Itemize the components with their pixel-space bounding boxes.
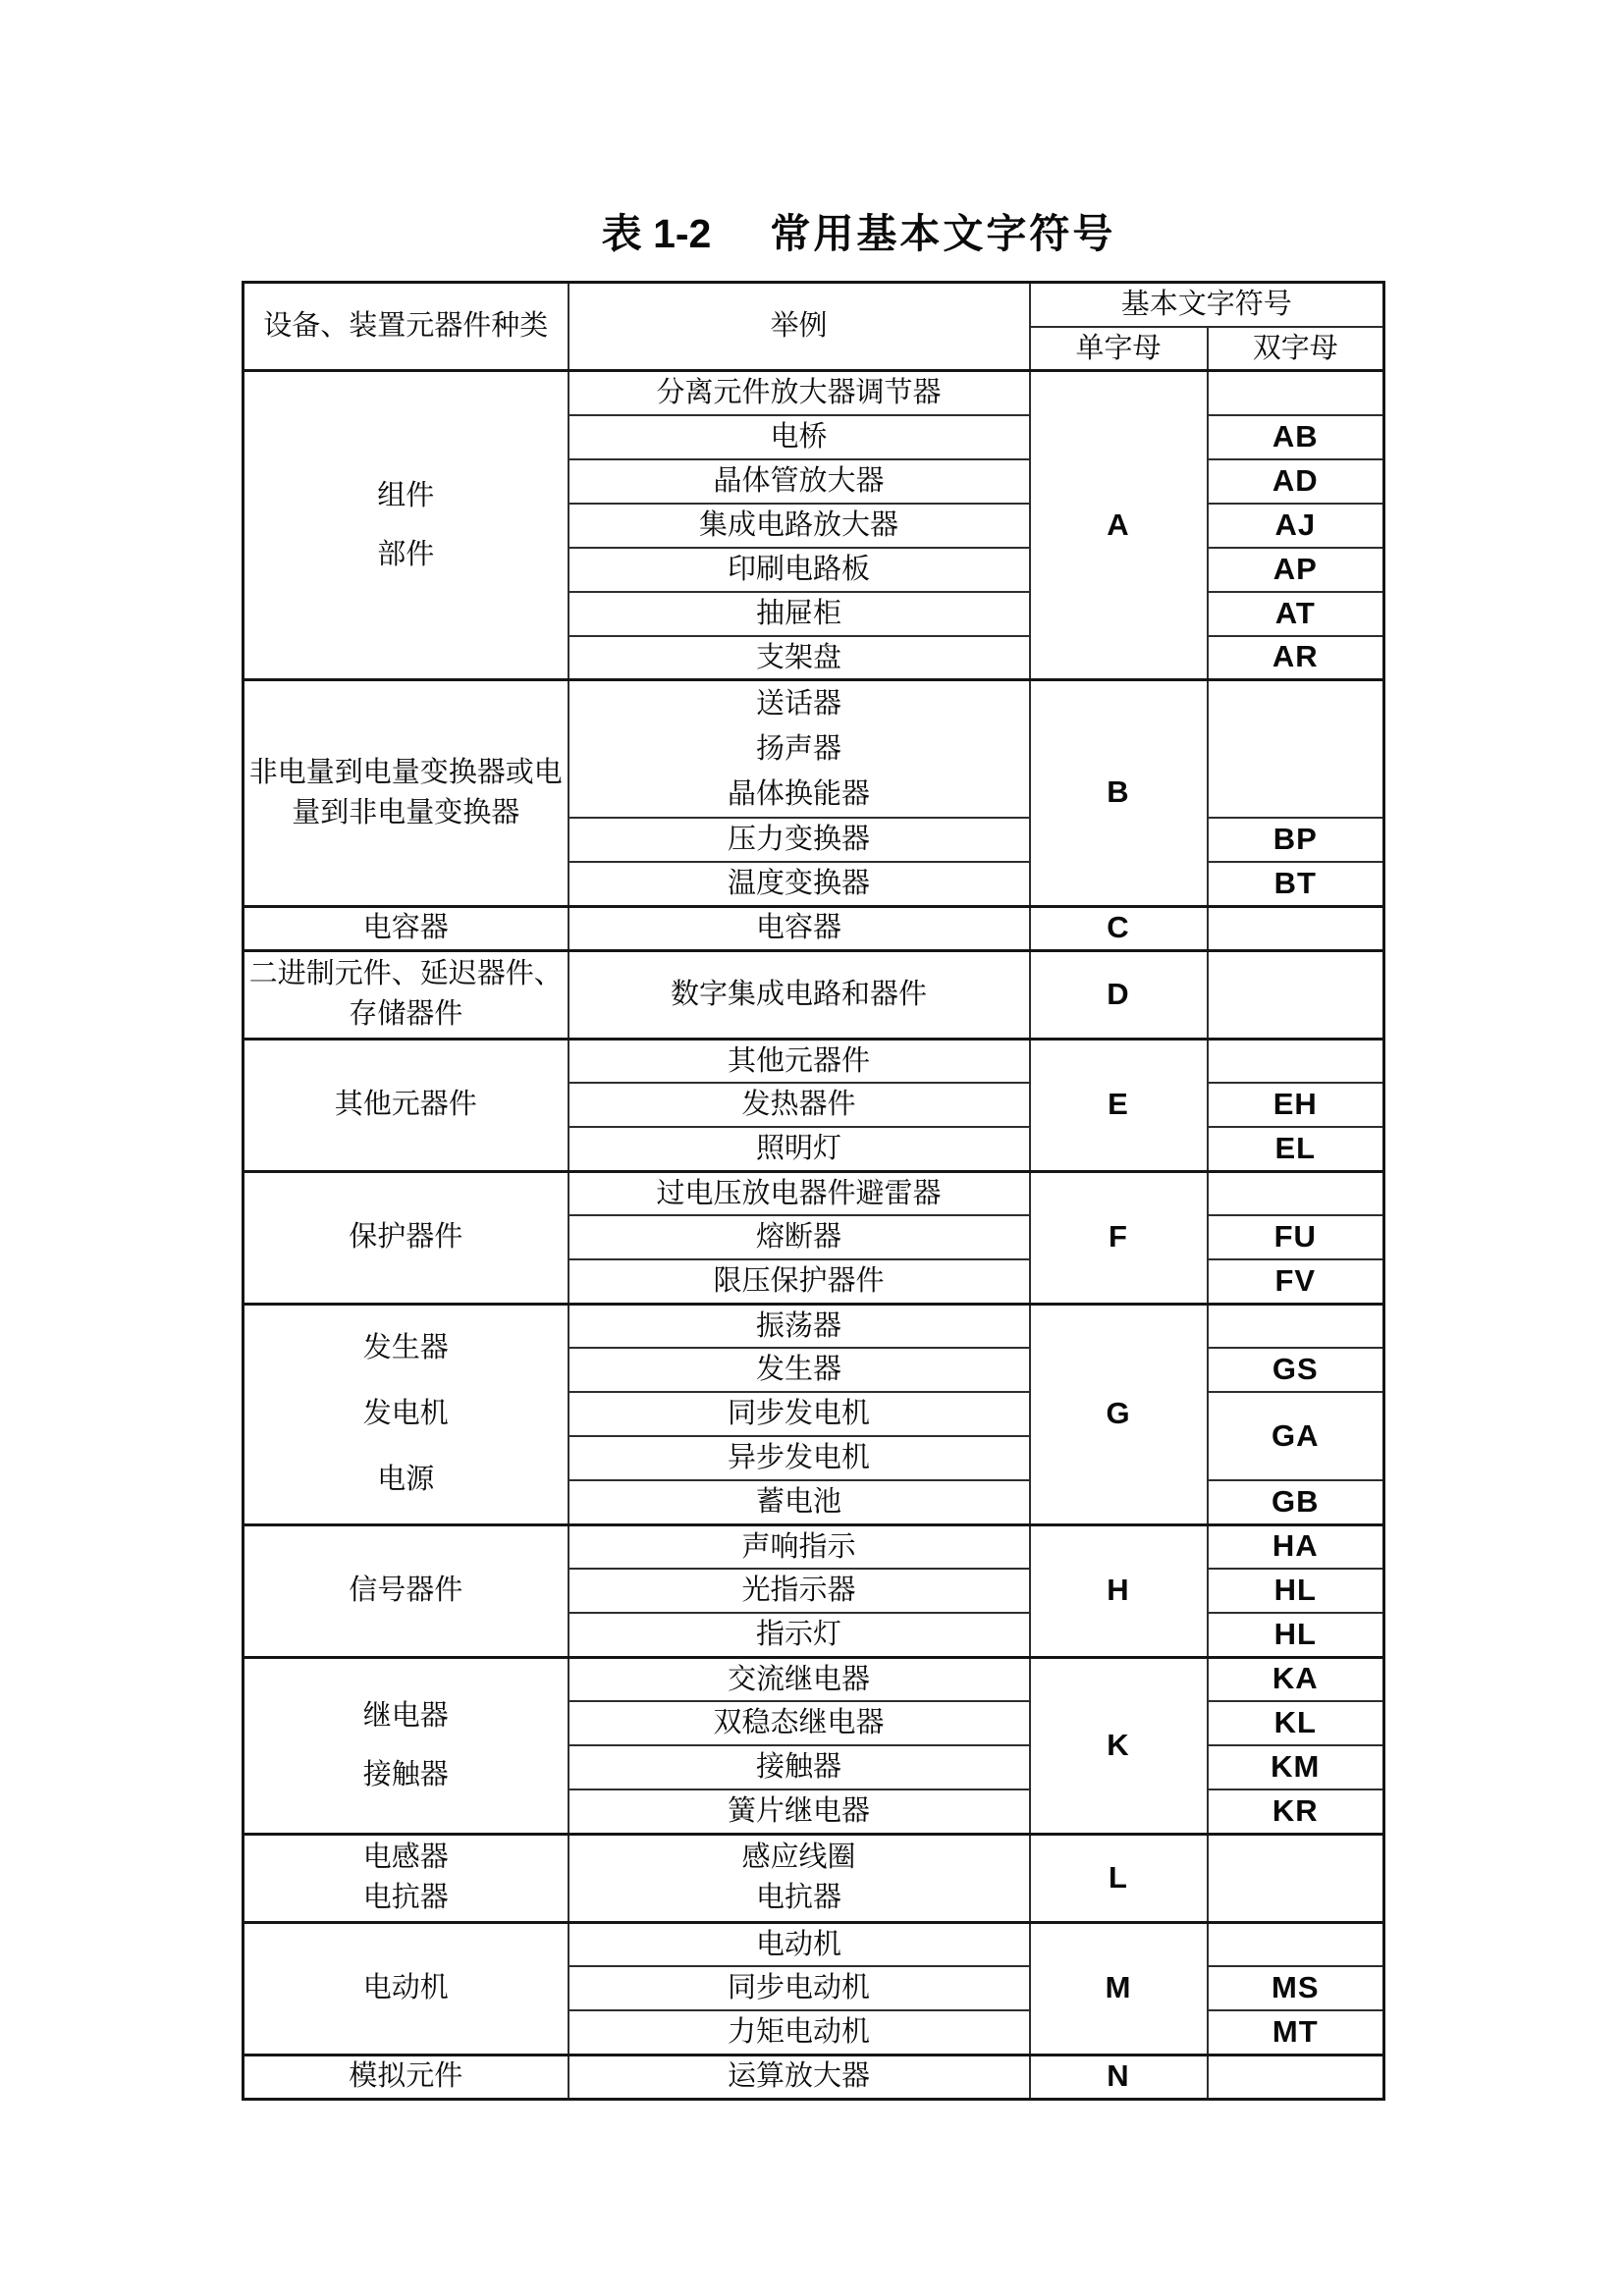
example-cell: 温度变换器 [568,862,1030,906]
example-cell: 抽屉柜 [568,592,1030,636]
table-row [244,1922,1384,1966]
example-cell: 异步发电机 [568,1436,1030,1480]
category-line: 电感器 [362,1842,449,1873]
double-letter-cell: MS [1208,1966,1384,2010]
single-letter-cell: A [1030,371,1208,680]
category-cell [244,1657,568,1834]
table-title-text: 常用基本文字符号 [770,211,1116,256]
category-cell: 保护器件 [244,1171,568,1304]
table-row [244,1304,1384,1348]
example-cell: 印刷电路板 [568,548,1030,592]
example-cell: 同步电动机 [568,1966,1030,2010]
table-row [244,2055,1384,2099]
double-letter-cell [1208,371,1384,415]
single-letter-cell: C [1030,906,1208,950]
double-letter-cell: GA [1208,1392,1384,1480]
example-cell: 数字集成电路和器件 [568,950,1030,1039]
header-symbols-cell: 基本文字符号 [1030,283,1384,327]
example-cell: 电动机 [568,1922,1030,1966]
double-letter-cell: AJ [1208,504,1384,548]
table-row [244,906,1384,950]
table-row [244,1657,1384,1701]
single-letter-cell: D [1030,950,1208,1039]
double-letter-cell [1208,680,1384,819]
double-letter-cell: KL [1208,1701,1384,1745]
category-line: 电抗器 [362,1882,449,1913]
header-row-1 [244,283,1384,327]
category-cell [244,950,568,1039]
table-row [244,371,1384,415]
double-letter-cell: AD [1208,459,1384,504]
category-cell [244,1834,568,1922]
example-line: 电抗器 [755,1882,841,1913]
double-letter-cell: EL [1208,1127,1384,1171]
double-letter-cell: BT [1208,862,1384,906]
double-letter-cell: GB [1208,1480,1384,1524]
example-line: 晶体换能器 [727,778,870,810]
symbols-table [242,281,1385,2101]
table-number: 表 1-2 [601,211,712,256]
double-letter-cell [1208,1922,1384,1966]
category-line: 部件 [377,539,435,570]
table-row [244,1524,1384,1569]
category-cell: 电容器 [244,906,568,950]
table-row [244,1039,1384,1083]
example-cell: 过电压放电器件避雷器 [568,1171,1030,1215]
double-letter-cell: BP [1208,818,1384,862]
example-cell: 电桥 [568,415,1030,459]
category-line: 电源 [377,1464,435,1495]
double-letter-cell: MT [1208,2010,1384,2055]
double-letter-cell: HA [1208,1524,1384,1569]
double-letter-cell [1208,2055,1384,2099]
double-letter-cell: AT [1208,592,1384,636]
double-letter-cell [1208,950,1384,1039]
example-cell: 支架盘 [568,636,1030,680]
category-line: 接触器 [362,1759,449,1790]
single-letter-cell: H [1030,1524,1208,1657]
single-letter-cell: M [1030,1922,1208,2055]
double-letter-cell: AP [1208,548,1384,592]
example-cell [568,1834,1030,1922]
header-double-letter-cell: 双字母 [1208,327,1384,371]
single-letter-cell: N [1030,2055,1208,2099]
category-cell: 电动机 [244,1922,568,2055]
single-letter-cell: F [1030,1171,1208,1304]
example-cell: 交流继电器 [568,1657,1030,1701]
header-single-letter-cell: 单字母 [1030,327,1208,371]
category-line: 发电机 [362,1398,449,1429]
example-cell: 集成电路放大器 [568,504,1030,548]
example-cell: 发生器 [568,1348,1030,1392]
example-cell: 力矩电动机 [568,2010,1030,2055]
example-cell: 接触器 [568,1745,1030,1789]
category-cell: 其他元器件 [244,1039,568,1171]
table-row [244,1171,1384,1215]
category-cell: 模拟元件 [244,2055,568,2099]
category-line: 发生器 [362,1332,449,1363]
double-letter-cell: AR [1208,636,1384,680]
category-line: 二进制元件、延迟器件、 [248,958,563,989]
category-cell: 信号器件 [244,1524,568,1657]
table-title [242,210,1382,257]
example-cell: 簧片继电器 [568,1789,1030,1834]
table-row [244,680,1384,819]
table-row [244,950,1384,1039]
table-row [244,1834,1384,1922]
double-letter-cell [1208,1171,1384,1215]
double-letter-cell [1208,1039,1384,1083]
double-letter-cell: FU [1208,1215,1384,1259]
double-letter-cell: HL [1208,1569,1384,1613]
category-cell [244,1304,568,1524]
single-letter-cell: G [1030,1304,1208,1524]
example-cell: 熔断器 [568,1215,1030,1259]
double-letter-cell: KM [1208,1745,1384,1789]
category-line: 量到非电量变换器 [292,796,520,828]
category-line: 继电器 [362,1700,449,1732]
example-cell: 电容器 [568,906,1030,950]
example-cell: 其他元器件 [568,1039,1030,1083]
double-letter-cell [1208,906,1384,950]
example-line: 送话器 [755,688,841,720]
double-letter-cell: HL [1208,1613,1384,1657]
double-letter-cell: KA [1208,1657,1384,1701]
double-letter-cell: EH [1208,1083,1384,1127]
example-cell: 分离元件放大器调节器 [568,371,1030,415]
example-cell: 指示灯 [568,1613,1030,1657]
single-letter-cell: K [1030,1657,1208,1834]
header-example-cell: 举例 [568,283,1030,371]
single-letter-cell: E [1030,1039,1208,1171]
example-cell: 蓄电池 [568,1480,1030,1524]
category-line: 存储器件 [349,998,463,1030]
category-cell [244,680,568,907]
example-cell [568,680,1030,819]
example-cell: 发热器件 [568,1083,1030,1127]
example-cell: 晶体管放大器 [568,459,1030,504]
header-category-cell: 设备、装置元器件种类 [244,283,568,371]
example-line: 扬声器 [755,733,841,765]
example-cell: 运算放大器 [568,2055,1030,2099]
example-cell: 限压保护器件 [568,1259,1030,1304]
example-cell: 压力变换器 [568,818,1030,862]
double-letter-cell [1208,1304,1384,1348]
double-letter-cell: KR [1208,1789,1384,1834]
example-line: 感应线圈 [741,1842,856,1873]
category-cell [244,371,568,680]
category-line: 非电量到电量变换器或电 [248,756,563,788]
single-letter-cell: B [1030,680,1208,907]
double-letter-cell: GS [1208,1348,1384,1392]
example-cell: 光指示器 [568,1569,1030,1613]
example-cell: 同步发电机 [568,1392,1030,1436]
double-letter-cell [1208,1834,1384,1922]
example-cell: 双稳态继电器 [568,1701,1030,1745]
double-letter-cell: AB [1208,415,1384,459]
example-cell: 振荡器 [568,1304,1030,1348]
example-cell: 照明灯 [568,1127,1030,1171]
double-letter-cell: FV [1208,1259,1384,1304]
example-cell: 声响指示 [568,1524,1030,1569]
category-line: 组件 [377,480,435,511]
single-letter-cell: L [1030,1834,1208,1922]
